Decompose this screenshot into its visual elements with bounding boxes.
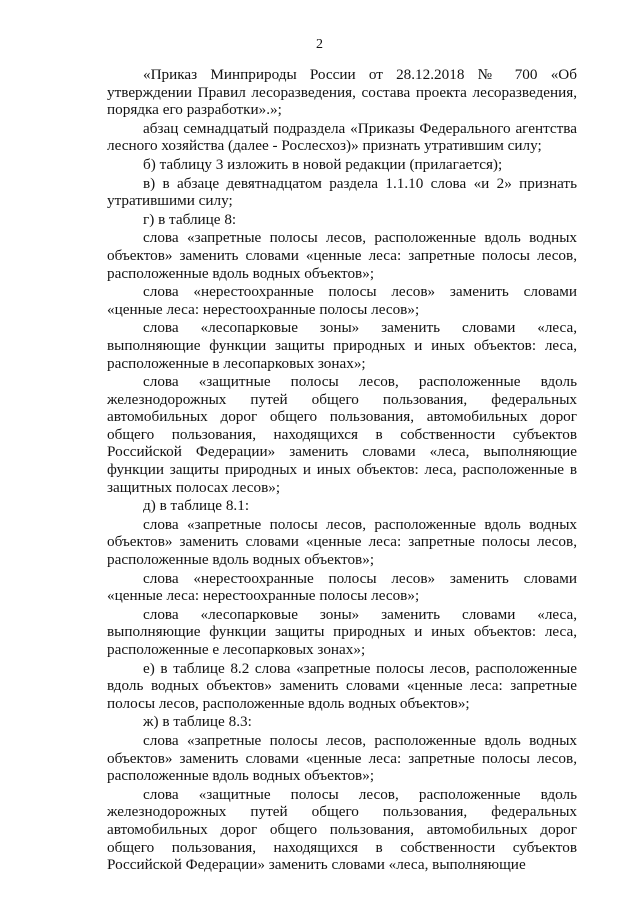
paragraph: б) таблицу 3 изложить в новой редакции (прилагается); bbox=[143, 155, 503, 173]
paragraph: слова «запретные полосы лесов, расположенные вдоль водных объектов» заменить словами «ценные леса: запретные полосы лесов, расположенные вдоль водных объектов»; bbox=[107, 515, 577, 569]
paragraph: слова «запретные полосы лесов, расположенные вдоль водных объектов» заменить словами «ценные леса: запретные полосы лесов, расположенные вдоль водных объектов»; bbox=[107, 229, 577, 282]
paragraph: д) в таблице 8.1: bbox=[143, 497, 250, 515]
paragraph: г) в таблице 8: bbox=[143, 210, 237, 228]
paragraph: слова «лесопарковые зоны» заменить словами «леса, выполняющие функции защиты природных и иных объектов: леса, расположенные в лесопарковых зонах»; bbox=[107, 319, 577, 372]
paragraph: в) в абзаце девятнадцатом раздела 1.1.10 слова «и 2» признать утратившими силу; bbox=[107, 174, 577, 210]
page-number: 2 bbox=[316, 37, 323, 52]
paragraph: слова «защитные полосы лесов, расположенные вдоль железнодорожных путей общего пользования, федеральных автомобильных дорог общего пользования, автомобильных дорог общего пользования, находящихся в собственности субъектов Российской Федерации» заменить словами «леса, выполняющие функции защиты природных и иных объектов: леса, расположенные в защитных полосах лесов»; bbox=[107, 373, 577, 496]
paragraph: абзац семнадцатый подраздела «Приказы Федерального агентства лесного хозяйства (далее - Рослесхоз)» признать утратившим силу; bbox=[107, 119, 577, 155]
paragraph: слова «нерестоохранные полосы лесов» заменить словами «ценные леса: нерестоохранные полосы лесов»; bbox=[107, 283, 577, 318]
paragraph: слова «лесопарковые зоны» заменить словами «леса, выполняющие функции защиты природных и иных объектов: леса, расположенные е лесопарковых зонах»; bbox=[107, 605, 577, 658]
paragraph: слова «нерестоохранные полосы лесов» заменить словами «ценные леса: нерестоохранные полосы лесов»; bbox=[107, 569, 577, 605]
document-body bbox=[107, 66, 577, 875]
paragraph: слова «защитные полосы лесов, расположенные вдоль железнодорожных путей общего пользования, федеральных автомобильных дорог общего пользования, автомобильных дорог общего пользования, находящихся в собственности субъектов Российской Федерации» заменить словами «леса, выполняющие bbox=[107, 785, 577, 874]
paragraph: «Приказ Минприроды России от 28.12.2018 № 700 «Об утверждении Правил лесоразведения, состава проекта лесоразведения, порядка его разработки».»; bbox=[107, 66, 577, 119]
paragraph: е) в таблице 8.2 слова «запретные полосы лесов, расположенные вдоль водных объектов» заменить словами «ценные леса: запретные полосы лесов, расположенные вдоль водных объектов»; bbox=[107, 659, 577, 712]
paragraph: слова «запретные полосы лесов, расположенные вдоль водных объектов» заменить словами «ценные леса: запретные полосы лесов, расположенные вдоль водных объектов»; bbox=[107, 731, 577, 785]
paragraph: ж) в таблице 8.3: bbox=[143, 713, 252, 731]
